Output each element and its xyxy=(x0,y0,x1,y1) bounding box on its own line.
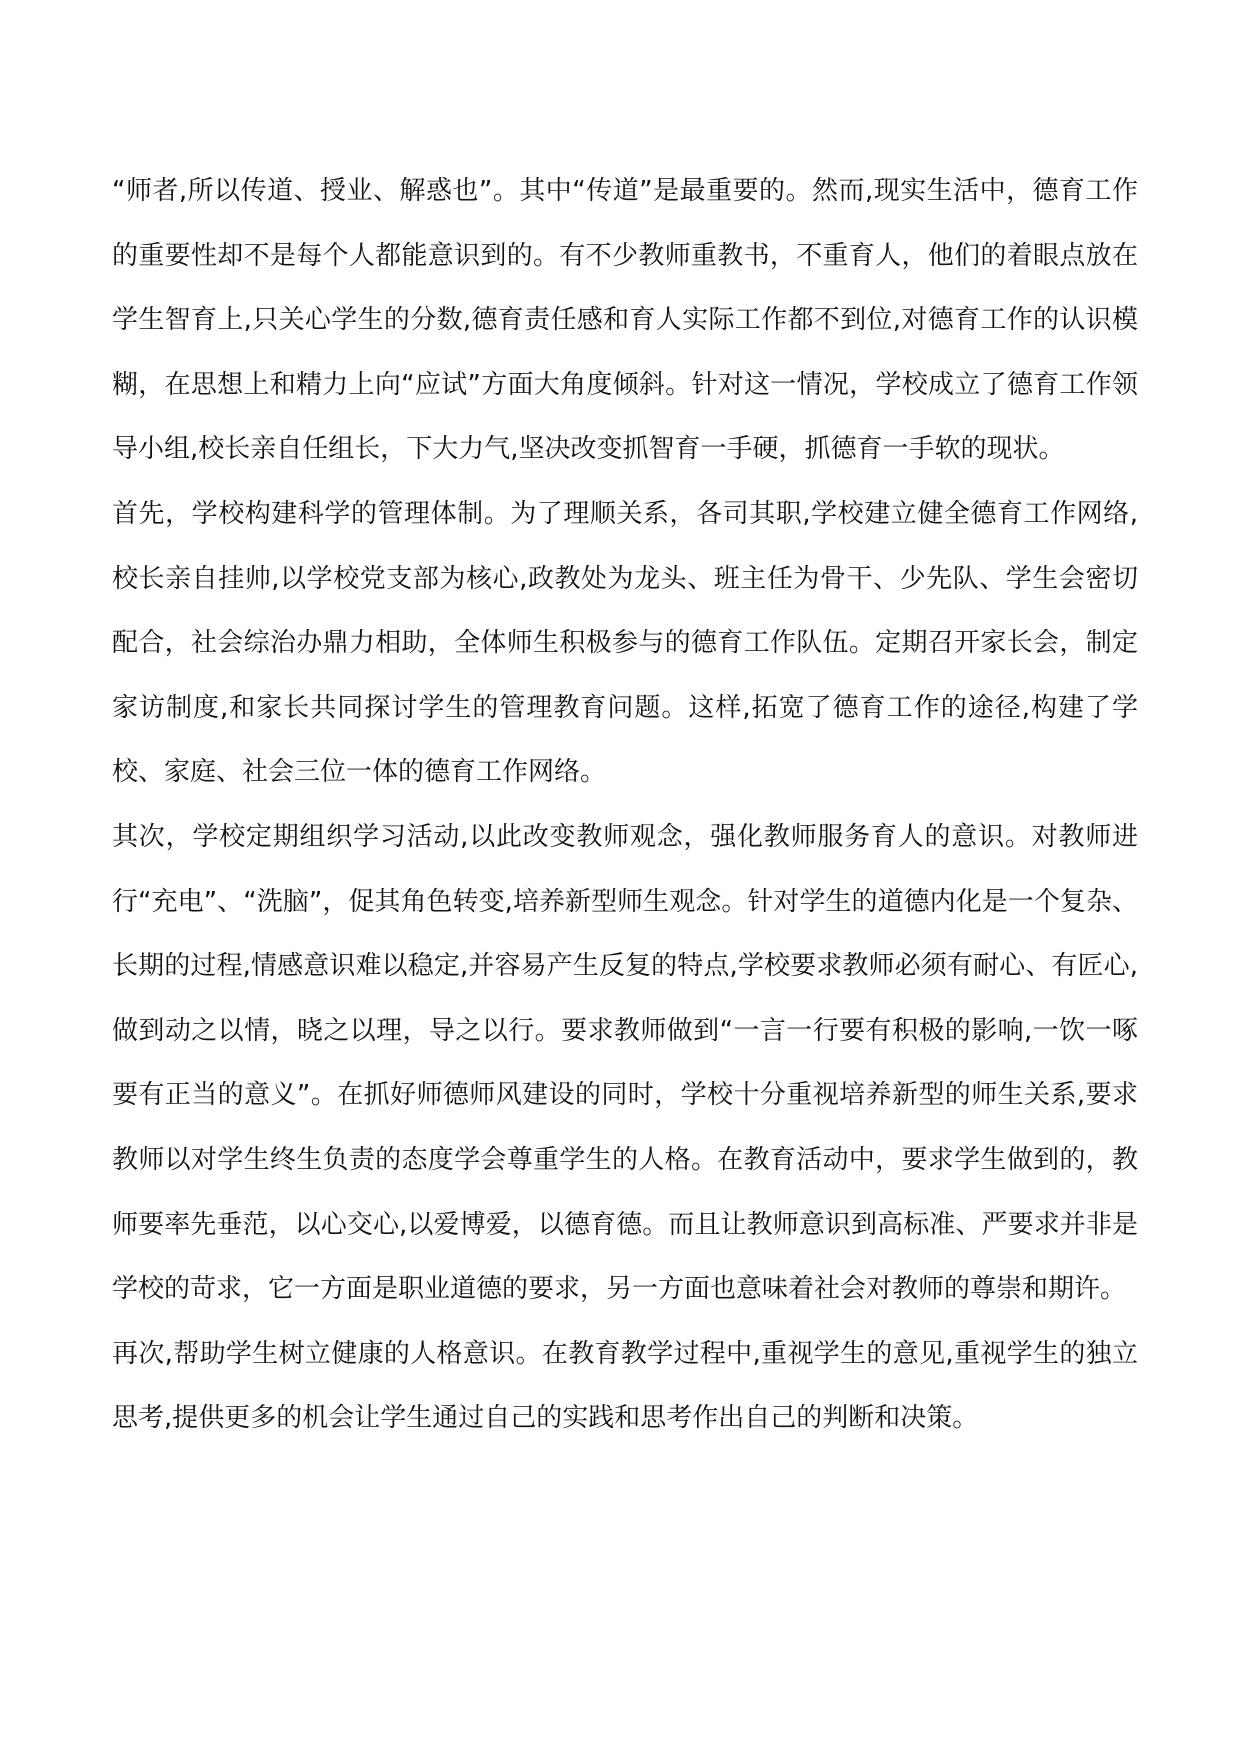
paragraph-1: “师者,所以传道、授业、解惑也”。其中“传道”是最重要的。然而,现实生活中，德育工作的重要性却不是每个人都能意识到的。有不少教师重教书，不重育人，他们的着眼点放在学生智育上,只关心学生的分数,德育责任感和育人实际工作都不到位,对德育工作的认识模糊，在思想上和精力上向“应试”方面大角度倾斜。针对这一情况，学校成立了德育工作领导小组,校长亲自任组长，下大力气,坚决改变抓智育一手硬，抓德育一手软的现状。 xyxy=(112,176,1138,465)
document-body xyxy=(112,159,1138,1451)
paragraph-2: 首先，学校构建科学的管理体制。为了理顺关系，各司其职,学校建立健全德育工作网络,校长亲自挂帅,以学校党支部为核心,政教处为龙头、班主任为骨干、少先队、学生会密切配合，社会综治办鼎力相助，全体师生积极参与的德育工作队伍。定期召开家长会，制定家访制度,和家长共同探讨学生的管理教育问题。这样,拓宽了德育工作的途径,构建了学校、家庭、社会三位一体的德育工作网络。 xyxy=(112,498,1138,788)
paragraph-4: 再次,帮助学生树立健康的人格意识。在教育教学过程中,重视学生的意见,重视学生的独立思考,提供更多的机会让学生通过自己的实践和思考作出自己的判断和决策。 xyxy=(112,1338,1138,1434)
paragraph-3: 其次，学校定期组织学习活动,以此改变教师观念，强化教师服务育人的意识。对教师进行“充电”、“洗脑”，促其角色转变,培养新型师生观念。针对学生的道德内化是一个复杂、长期的过程,情感意识难以稳定,并容易产生反复的特点,学校要求教师必须有耐心、有匠心,做到动之以情，晓之以理，导之以行。要求教师做到“一言一行要有积极的影响,一饮一啄要有正当的意义”。在抓好师德师风建设的同时，学校十分重视培养新型的师生关系,要求教师以对学生终生负责的态度学会尊重学生的人格。在教育活动中，要求学生做到的，教师要率先垂范，以心交心,以爱博爱，以德育德。而且让教师意识到高标准、严要求并非是学校的苛求，它一方面是职业道德的要求，另一方面也意味着社会对教师的尊崇和期许。 xyxy=(112,821,1138,1305)
